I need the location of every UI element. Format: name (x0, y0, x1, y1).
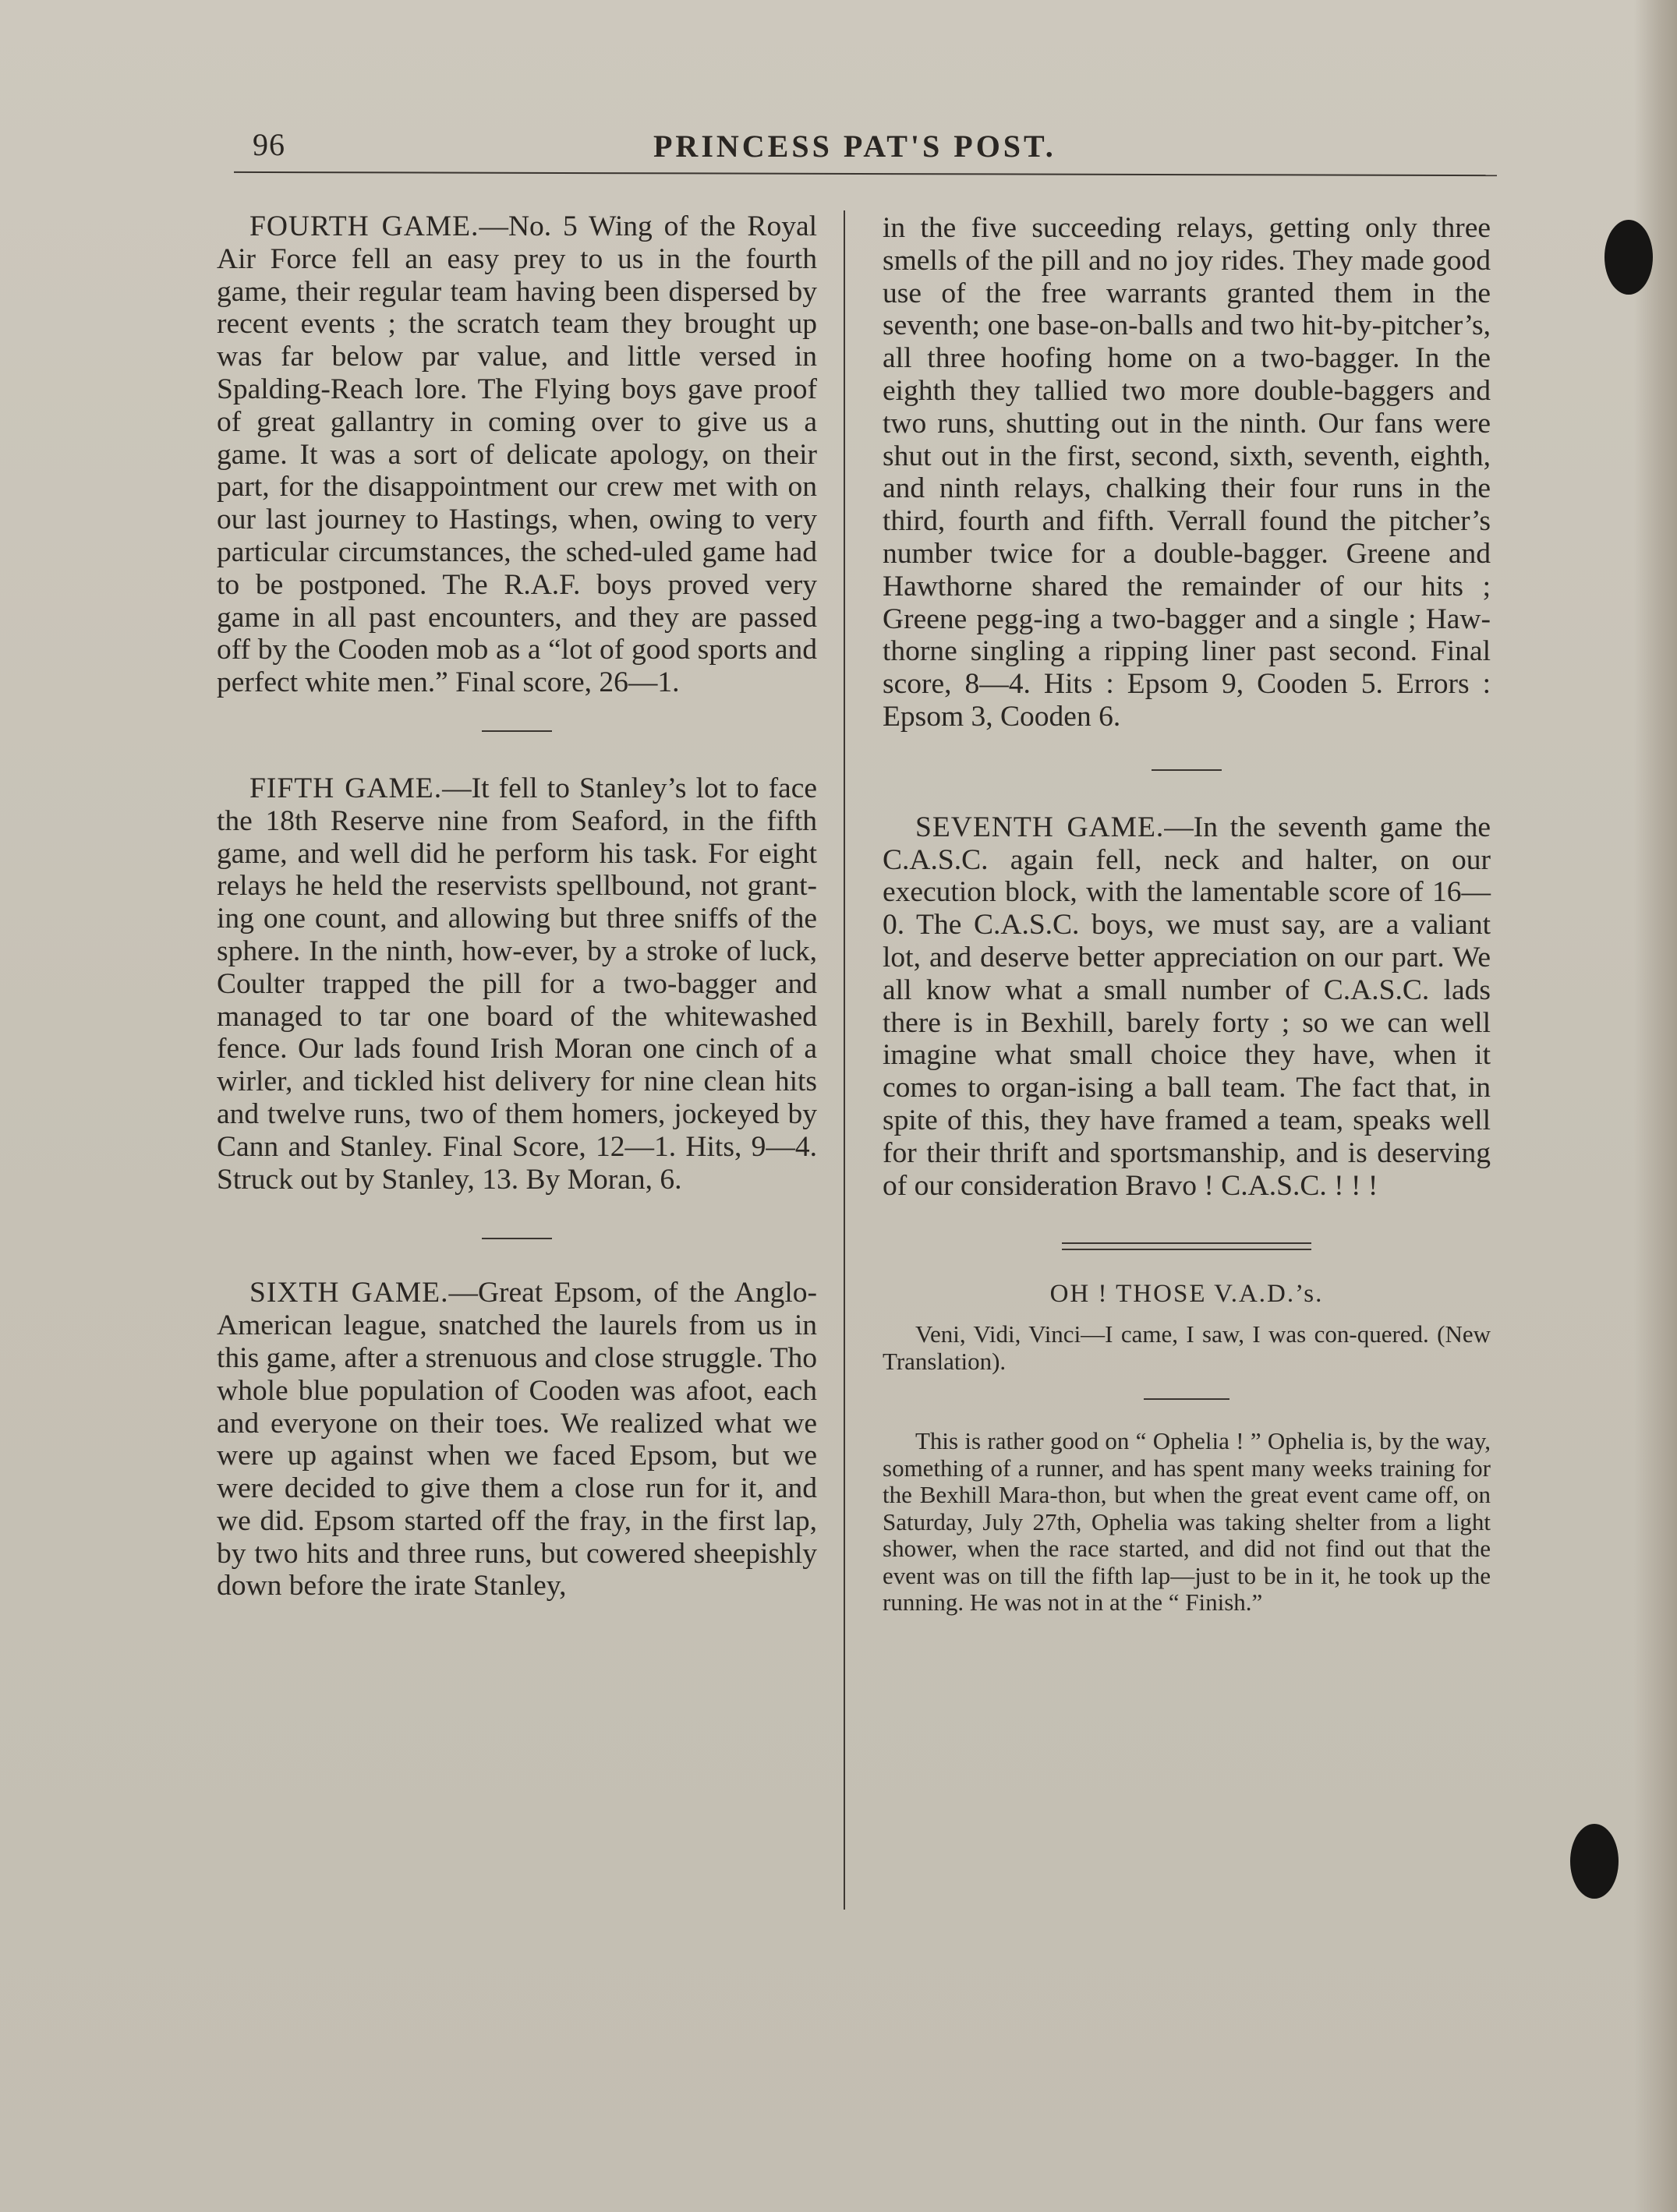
header-rule (234, 171, 1497, 176)
binding-hole-bottom (1570, 1824, 1619, 1899)
column-divider (844, 210, 845, 1910)
sixth-game-text: —Great Epsom, of the Anglo-American league, snatched the laurels from us in this game, after a strenuous and close struggle. Tho whole blue population of Cooden was afoot, each and everyone on their toes. We realized what we were up against when we faced Epsom, but we were decided to give them a close run for it, and we did. Epsom started off the fray, in the first lap, by two hits and three runs, but cowered sheepishly down before the irate Stanley, (217, 1277, 817, 1602)
page-number: 96 (253, 127, 285, 162)
seventh-game-heading: SEVENTH GAME. (915, 811, 1165, 843)
sixth-game-heading: SIXTH GAME. (249, 1277, 449, 1309)
seventh-game-text: —In the seventh game the C.A.S.C. again fell, neck and halter, on our execution block, with the lamentable score of 16—0. The C.A.S.C. boys, we must say, are a valiant lot, and deserve better appreciation on our part. We all know what a small number of C.A.S.C. lads there is in Bexhill, barely forty ; so we can well imagine what small choice they have, when it comes to organ-ising a ball team. The fact that, in spite of this, they have framed a team, speaks well for their thrift and sportsmanship, and is deserving of our consideration Bravo ! C.A.S.C. ! ! ! (883, 811, 1491, 1202)
fifth-game-article (217, 772, 817, 1196)
page-edge (1634, 0, 1677, 2212)
fifth-game-heading: FIFTH GAME. (249, 772, 443, 804)
sixth-game-article (217, 1277, 817, 1602)
right-column (883, 212, 1491, 1617)
fourth-game-heading: FOURTH GAME. (249, 210, 479, 242)
binding-hole-top (1604, 220, 1653, 295)
sixth-game-continued: in the five succeeding relays, getting only three smells of the pill and no joy rides. They made good use of the free warrants granted them in the seventh; one base-on-balls and two hit-by-pitcher’s, all three hoofing home on a two-bagger. In the eighth they tallied two more double-baggers and two runs, shutting out in the ninth. Our fans were shut out in the first, second, sixth, seventh, eighth, and ninth relays, chalking their four runs in the third, fourth and fifth. Verrall found the pitcher’s number twice for a double-bagger. Greene and Hawthorne shared the remainder of our hits ; Greene pegg-ing a two-bagger and a single ; Haw-thorne singling a ripping liner past second. Final score, 8—4. Hits : Epsom 9, Cooden 5. Errors : Epsom 3, Cooden 6. (883, 212, 1491, 733)
vad-quote: Veni, Vidi, Vinci—I came, I saw, I was con-quered. (New Translation). (883, 1320, 1491, 1375)
page-header (248, 123, 1495, 170)
left-column (217, 210, 817, 1602)
fourth-game-article (217, 210, 817, 699)
masthead-title: PRINCESS PAT'S POST. (653, 129, 1056, 164)
ophelia-note: This is rather good on “ Ophelia ! ” Ophelia is, by the way, something of a runner, and has spent many weeks training for the Bexhill Mara-thon, but when the great event came off, on Saturday, July 27th, Ophelia was taking shelter from a light shower, when the race started, and did not find out that the event was on till the fifth lap—just to be in it, he took up the running. He was not in at the “ Finish.” (883, 1427, 1491, 1617)
vad-title: OH ! THOSE V.A.D.’s. (1049, 1280, 1324, 1309)
fourth-game-text: —No. 5 Wing of the Royal Air Force fell an easy prey to us in the fourth game, their regular team having been dispersed by recent events ; the scratch team they brought up was far below par value, and little versed in Spalding-Reach lore. The Flying boys gave proof of great gallantry in coming over to give us a game. It was a sort of delicate apology, on their part, for the disappointment our crew met with on our last journey to Hastings, when, owing to very particular circumstances, the sched-uled game had to be postponed. The R.A.F. boys proved very game in all past encounters, and they are passed off by the Cooden mob as a “lot of good sports and perfect white men.” Final score, 26—1. (217, 210, 818, 699)
fifth-game-text: —It fell to Stanley’s lot to face the 18th Reserve nine from Seaford, in the fifth game, and well did he perform his task. For eight relays he held the reservists spellbound, not grant-ing one count, and allowing but three sniffs of the sphere. In the ninth, how-ever, by a stroke of luck, Coulter trapped the pill for a two-bagger and managed to tar one board of the whitewashed fence. Our lads found Irish Moran one cinch of a wirler, and tickled hist delivery for nine clean hits and twelve runs, two of them homers, jockeyed by Cann and Stanley. Final Score, 12—1. Hits, 9—4. Struck out by Stanley, 13. By Moran, 6. (217, 772, 817, 1196)
seventh-game-article (883, 811, 1491, 1203)
double-rule (1062, 1242, 1311, 1250)
